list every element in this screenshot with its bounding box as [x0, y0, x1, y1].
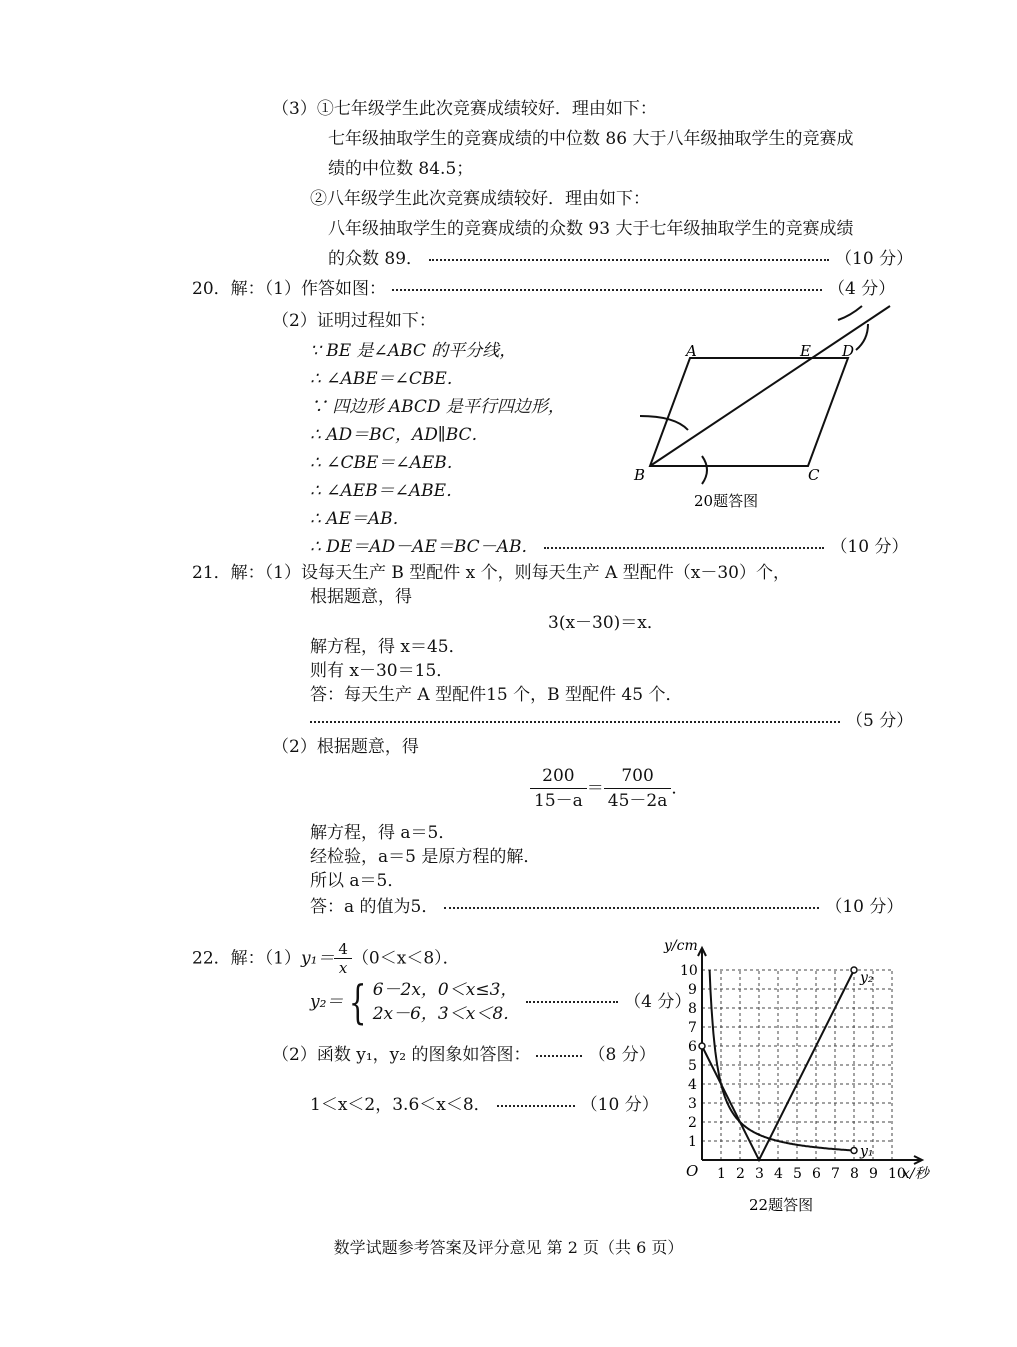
q21-number: 21．解：	[192, 563, 265, 583]
series-label-y1: y₁	[860, 1143, 874, 1160]
y-tick-label: 6	[688, 1039, 697, 1055]
q20-step-7: ∴ AE＝AB．	[310, 509, 410, 529]
q19-part3-heading: （3）①七年级学生此次竞赛成绩较好．理由如下：	[272, 99, 657, 119]
x-tick-label: 4	[774, 1166, 783, 1182]
q20-figure-caption: 20题答图	[694, 492, 759, 510]
q21-equation1: 3(x－30)＝x．	[548, 613, 664, 633]
q22-y2-definition: y₂＝ { 6－2x，0＜x≤3， 2x－6，3＜x＜8． （4 分）	[310, 975, 692, 1029]
x-tick-label: 2	[736, 1166, 745, 1182]
y-tick-label: 10	[680, 963, 698, 979]
frac1-numerator: 200	[530, 764, 587, 789]
frac2-denominator: 45－2a	[607, 791, 668, 811]
q20-step-8: ∴ DE＝AD－AE＝BC－AB．	[310, 537, 539, 557]
q20-step-1: ∵ BE 是∠ABC 的平分线，	[310, 341, 517, 361]
q22-part1-score: （4 分）	[624, 992, 692, 1012]
series-y2-line	[702, 970, 854, 1160]
label-e: E	[800, 342, 811, 360]
frac2-numerator: 700	[604, 764, 672, 789]
y-axis	[698, 948, 706, 1160]
series-label-y2: y₂	[860, 970, 874, 986]
x-tick-label: 7	[831, 1166, 840, 1182]
q22-graph-caption: 22题答图	[749, 1196, 814, 1214]
grid-lines	[702, 970, 892, 1160]
x-tick-label: 3	[755, 1166, 764, 1182]
page-footer: 数学试题参考答案及评分意见 第 2 页（共 6 页）	[333, 1238, 684, 1257]
q22-line1: 22．解：（1）y₁＝ $\frac{4}{x}$ （0＜x＜8）．	[192, 940, 460, 977]
q20-step-5: ∴ ∠CBE＝∠AEB．	[310, 453, 464, 473]
q21-part2-heading: （2）根据题意，得	[272, 737, 419, 757]
q21-score: （10 分）	[825, 897, 904, 917]
q21-part2-line4: 所以 a＝5．	[310, 871, 405, 891]
y-tick-label: 9	[688, 982, 697, 998]
label-d: D	[842, 342, 855, 360]
q20-step-4: ∴ AD＝BC，AD∥BC．	[310, 425, 489, 445]
q22-number: 22．解：	[192, 948, 265, 969]
q20-part1-score: （4 分）	[827, 279, 896, 299]
y1-open-endpoint	[851, 1148, 857, 1154]
q20-number: 20．解：	[192, 279, 265, 299]
y-tick-label: 8	[688, 1001, 697, 1017]
q21-part2-line3: 经检验，a＝5 是原方程的解．	[310, 847, 541, 867]
y-tick-label: 3	[688, 1096, 697, 1112]
q21-part2-line5: 答：a 的值为5． （10 分）	[310, 897, 904, 917]
x-tick-label: 1	[717, 1166, 726, 1182]
label-c: C	[808, 466, 820, 484]
q20-line1: 20．解：（1）作答如图： （4 分）	[192, 279, 896, 299]
q20-step-6: ∴ ∠AEB＝∠ABE．	[310, 481, 464, 501]
q20-part2-heading: （2）证明过程如下：	[272, 311, 436, 331]
x-tick-label: 8	[850, 1166, 859, 1182]
q21-part1-score: （5 分）	[846, 711, 914, 731]
q21-line2: 根据题意，得	[310, 587, 412, 607]
bisector-line-be	[650, 306, 890, 466]
q19-reason1-line1: 七年级抽取学生的竞赛成绩的中位数 86 大于八年级抽取学生的竞赛成	[328, 129, 854, 149]
parallelogram-abcd	[650, 358, 848, 466]
q22-part2-line: （2）函数 y₁，y₂ 的图象如答图： （8 分）	[272, 1045, 656, 1065]
q22-part2-score: （8 分）	[588, 1045, 656, 1065]
arc-mark-top-1	[838, 306, 862, 320]
x-tick-label: 9	[869, 1166, 878, 1182]
y-tick-label: 7	[688, 1020, 697, 1036]
x-tick-label: 5	[793, 1166, 802, 1182]
q21-part2-line2: 解方程，得 a＝5．	[310, 823, 456, 843]
origin-label: O	[686, 1162, 699, 1180]
q19-reason1-line2: 绩的中位数 84.5；	[328, 159, 474, 179]
y2-open-endpoint-end	[851, 967, 857, 973]
x-axis	[702, 1156, 922, 1164]
q21-equation2: $\frac{200}{15-a}$ ＝ $\frac{700}{45-2a}$ ．	[530, 764, 688, 813]
q20-step-3: ∵ 四边形 ABCD 是平行四边形，	[310, 397, 565, 417]
y-tick-label: 2	[688, 1115, 697, 1131]
q20-score: （10 分）	[830, 537, 909, 557]
y-tick-label: 4	[688, 1077, 697, 1093]
q22-part3-line: 1＜x＜2，3.6＜x＜8． （10 分）	[310, 1095, 659, 1115]
x-axis-label: x/秒	[902, 1166, 929, 1182]
q21-line3: 解方程，得 x＝45．	[310, 637, 466, 657]
y-axis-label: y/cm	[664, 938, 698, 954]
q19-score: （10 分）	[835, 249, 914, 269]
x-tick-label: 6	[812, 1166, 821, 1182]
q21-line5: 答：每天生产 A 型配件15 个，B 型配件 45 个．	[310, 685, 683, 705]
x-tick-label: 10	[888, 1166, 906, 1182]
q21-line4: 则有 x－30＝15．	[310, 661, 454, 681]
q22-part3-score: （10 分）	[580, 1095, 659, 1115]
q20-step-2: ∴ ∠ABE＝∠CBE．	[310, 369, 464, 389]
y2-case-1: 6－2x，0＜x≤3，	[372, 980, 518, 1000]
q20-step-8-line	[310, 536, 908, 558]
q19-part3b-heading: ②八年级学生此次竞赛成绩较好．理由如下：	[310, 189, 650, 209]
q21-part1-score-line	[310, 710, 913, 732]
y2-open-endpoint-start	[699, 1043, 705, 1049]
q22-graph	[645, 928, 940, 1220]
label-b: B	[634, 466, 646, 484]
q19-reason2-line1: 八年级抽取学生的竞赛成绩的众数 93 大于七年级抽取学生的竞赛成绩	[328, 219, 854, 239]
frac1-denominator: 15－a	[534, 791, 583, 811]
q21-line1: 21．解：（1）设每天生产 B 型配件 x 个，则每天生产 A 型配件（x－30）个，	[192, 563, 790, 583]
label-a: A	[686, 342, 697, 360]
series-y1-curve	[710, 970, 854, 1151]
q20-figure	[600, 298, 910, 518]
y-tick-label: 5	[688, 1058, 697, 1074]
q19-reason2-line2: 的众数 89． （10 分）	[328, 249, 914, 269]
arc-mark-bottom	[702, 456, 707, 484]
y-tick-label: 1	[688, 1134, 697, 1150]
y2-case-2: 2x－6，3＜x＜8．	[372, 1004, 521, 1024]
